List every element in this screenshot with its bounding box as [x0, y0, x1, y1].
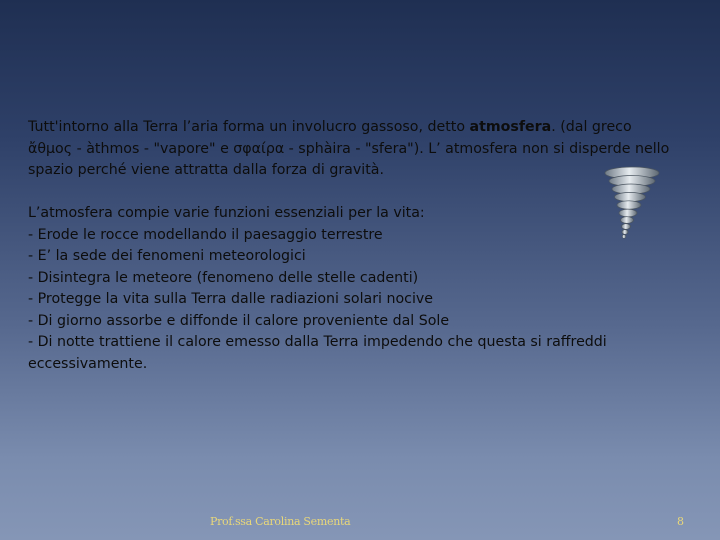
function-item: - Di notte trattiene il calore emesso dalla Terra impedendo che questa si raffreddi	[28, 334, 607, 350]
functions-heading: L’atmosfera compie varie funzioni essenziali per la vita:	[28, 205, 425, 221]
function-item: - Protegge la vita sulla Terra dalle radiazioni solari nocive	[28, 291, 434, 307]
function-item-continuation: eccessivamente.	[28, 355, 148, 372]
intro-line-2: ἄθμος - àthmos - "vapore" e σφαίρα - sphàira - "sfera"). L’ atmosfera non si disperde nello	[28, 140, 670, 157]
intro-line-1-end: . (dal greco	[551, 119, 632, 135]
atmosfera-term: atmosfera	[469, 119, 552, 135]
function-item: - E’ la sede dei fenomeni meteorologici	[28, 248, 306, 264]
page-number: 8	[677, 515, 684, 528]
functions-paragraph	[28, 203, 708, 375]
function-item: - Disintegra le meteore (fenomeno delle stelle cadenti)	[28, 269, 419, 286]
intro-line-1-start: Tutt'intorno alla Terra l’aria forma un involucro gassoso, detto	[28, 119, 470, 135]
intro-line-3: spazio perché viene attratta dalla forza di gravità.	[28, 162, 384, 178]
intro-line-1	[28, 117, 708, 139]
footer-author: Prof.ssa Carolina Sementa	[210, 515, 351, 528]
function-item: - Di giorno assorbe e diffonde il calore proveniente dal Sole	[28, 312, 450, 329]
function-item: - Erode le rocce modellando il paesaggio terrestre	[28, 226, 383, 243]
